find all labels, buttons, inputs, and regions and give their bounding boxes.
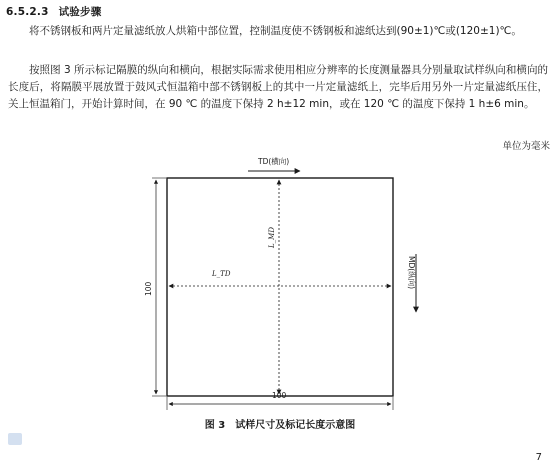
sample-outline [167, 178, 393, 396]
section-number: 6.5.2.3 [6, 6, 49, 18]
section-title: 试验步骤 [58, 6, 102, 18]
md-direction-label: MD(纵向) [407, 256, 416, 290]
watermark-logo [8, 433, 22, 445]
figure-number: 图 3 [204, 420, 226, 431]
l-td-label: L_TD [212, 270, 231, 278]
figure-caption [0, 416, 560, 431]
height-dimension-value: 100 [144, 281, 153, 296]
figure-caption-text: 试样尺寸及标记长度示意图 [235, 420, 356, 431]
page-number: 7 [535, 452, 542, 463]
paragraph-1: 将不锈钢板和两片定量滤纸放人烘箱中部位置，控制温度使不锈钢板和滤纸达到(90±1)℃或(120±1)℃。 [29, 25, 522, 37]
width-dimension-value: 100 [272, 391, 287, 400]
paragraph-2: 按照图 3 所示标记隔膜的纵向和横向，根据实际需求使用相应分辨率的长度测量器具分别量取试样纵向和横向的长度后，将隔膜平展放置于鼓风式恒温箱中部不锈钢板上的其中一片定量滤纸上，完毕后用另外一片定量滤纸压住，关上恒温箱门，开始计算时间，在 90 ℃ 的温度下保持 2 h±12 min，或在 120 ℃ 的温度下保持 1 h±6 min。 [8, 64, 548, 110]
unit-note: 单位为毫米 [502, 141, 550, 152]
l-md-label: L_MD [268, 227, 276, 248]
td-direction-label: TD(横向) [258, 157, 290, 166]
